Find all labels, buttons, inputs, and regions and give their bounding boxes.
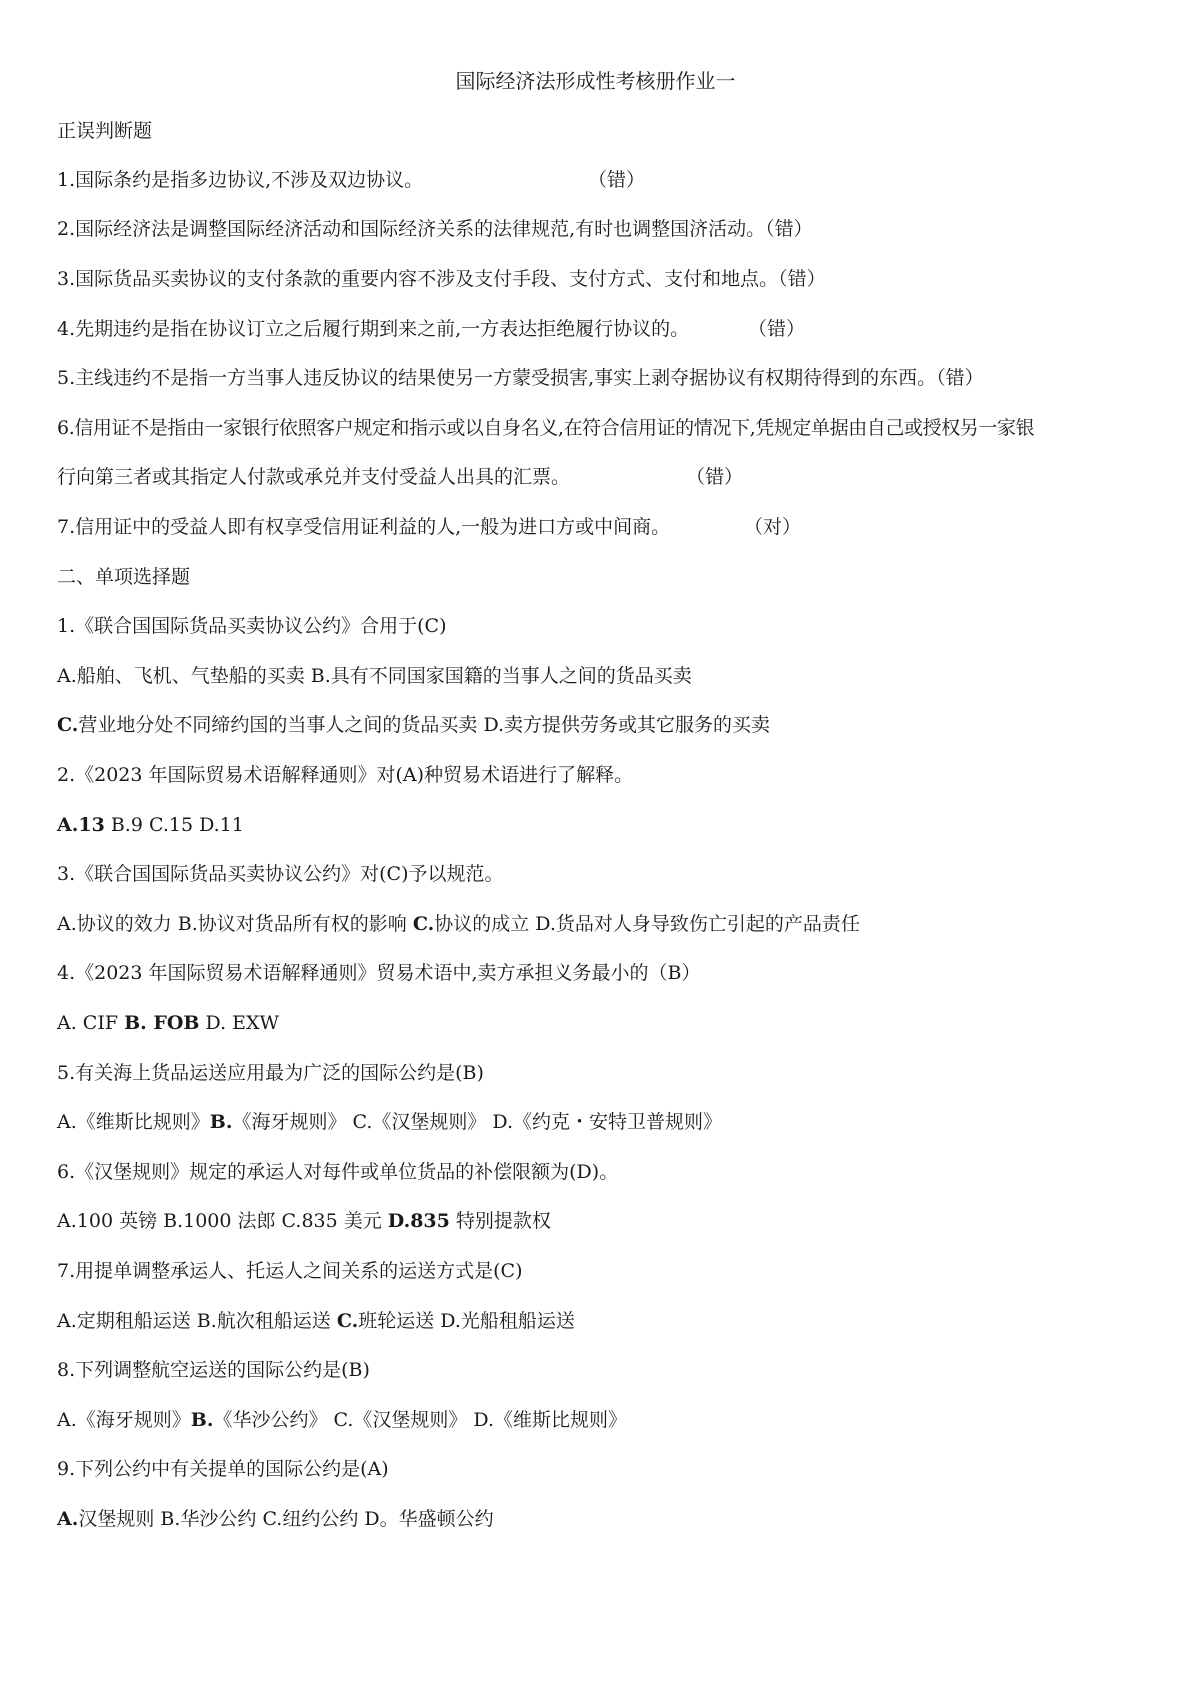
- tf-question-6-line-1: 6.信用证不是指由一家银行依照客户规定和指示或以自身名义,在符合信用证的情况下,凭规定单据由自己或授权另一家银: [57, 417, 1035, 439]
- mc-option-text: 特别提款权: [449, 1210, 551, 1232]
- mc-answer-marker: C.: [57, 714, 79, 736]
- tf-question-4: 4.先期违约是指在协议订立之后履行期到来之前,一方表达拒绝履行协议的。: [57, 318, 690, 340]
- document-title: 国际经济法形成性考核册作业一: [455, 69, 736, 93]
- mc-answer-marker: D.835: [387, 1210, 450, 1232]
- tf-question-7: 7.信用证中的受益人即有权享受信用证利益的人,一般为进口方或中间商。: [57, 516, 671, 538]
- mc-option-text: A.协议的效力 B.协议对货品所有权的影响: [57, 913, 413, 935]
- section-heading-true-false: 正误判断题: [57, 120, 153, 142]
- tf-answer-4: （错）: [748, 318, 806, 340]
- mc-answer-marker: C.: [412, 913, 435, 935]
- mc-answer-marker: A.: [57, 1508, 79, 1530]
- mc-answer-marker: B. FOB: [124, 1012, 200, 1034]
- mc-question-1-stem: 1.《联合国国际货品买卖协议公约》合用于(C): [57, 615, 447, 637]
- mc-question-7-options: [57, 1306, 575, 1336]
- tf-answer-6: （错）: [686, 466, 744, 488]
- mc-question-7-stem: 7.用提单调整承运人、托运人之间关系的运送方式是(C): [57, 1260, 523, 1282]
- mc-option-text: A.100 英镑 B.1000 法郎 C.835 美元: [57, 1210, 388, 1232]
- section-heading-single-choice: 二、单项选择题: [57, 566, 191, 588]
- mc-option-text: 协议的成立 D.货品对人身导致伤亡引起的产品责任: [434, 913, 860, 935]
- mc-option-text: B.9 C.15 D.11: [104, 814, 244, 836]
- mc-question-1-options-1: A.船舶、飞机、气垫船的买卖 B.具有不同国家国籍的当事人之间的货品买卖: [57, 665, 692, 687]
- mc-question-5-options: [57, 1107, 722, 1137]
- tf-question-3: 3.国际货品买卖协议的支付条款的重要内容不涉及支付手段、支付方式、支付和地点。（错）: [57, 268, 826, 290]
- mc-option-text: A. CIF: [57, 1012, 125, 1034]
- mc-option-text: 《华沙公约》 C.《汉堡规则》 D.《维斯比规则》: [213, 1409, 628, 1431]
- mc-option-text: A.定期租船运送 B.航次租船运送: [57, 1310, 337, 1332]
- mc-question-2-stem: 2.《2023 年国际贸易术语解释通则》对(A)种贸易术语进行了解释。: [57, 764, 634, 786]
- mc-question-8-stem: 8.下列调整航空运送的国际公约是(B): [57, 1359, 370, 1381]
- tf-question-6-line-2: 行向第三者或其指定人付款或承兑并支付受益人出具的汇票。: [57, 466, 571, 488]
- mc-answer-marker: A.13: [57, 814, 105, 836]
- mc-option-text: A.《海牙规则》: [57, 1409, 191, 1431]
- tf-question-1: 1.国际条约是指多边协议,不涉及双边协议。: [57, 169, 424, 191]
- mc-question-3-stem: 3.《联合国国际货品买卖协议公约》对(C)予以规范。: [57, 863, 504, 885]
- mc-answer-marker: B.: [190, 1409, 214, 1431]
- tf-answer-1: （错）: [588, 169, 646, 191]
- mc-question-1-options-2: [57, 710, 770, 740]
- mc-question-3-options: [57, 909, 860, 939]
- mc-answer-marker: C.: [336, 1310, 359, 1332]
- mc-question-4-options: [57, 1008, 279, 1038]
- tf-question-5: 5.主线违约不是指一方当事人违反协议的结果使另一方蒙受损害,事实上剥夺据协议有权期待得到的东西。（错）: [57, 367, 984, 389]
- mc-option-text: 《海牙规则》 C.《汉堡规则》 D.《约克・安特卫普规则》: [232, 1111, 723, 1133]
- mc-answer-marker: B.: [209, 1111, 233, 1133]
- mc-question-6-stem: 6.《汉堡规则》规定的承运人对每件或单位货品的补偿限额为(D)。: [57, 1161, 619, 1183]
- mc-question-9-stem: 9.下列公约中有关提单的国际公约是(A): [57, 1458, 389, 1480]
- mc-option-text: A.《维斯比规则》: [57, 1111, 210, 1133]
- mc-option-text: D. EXW: [199, 1012, 280, 1034]
- mc-question-5-stem: 5.有关海上货品运送应用最为广泛的国际公约是(B): [57, 1062, 484, 1084]
- mc-option-text: 营业地分处不同缔约国的当事人之间的货品买卖 D.卖方提供劳务或其它服务的买卖: [78, 714, 771, 736]
- mc-option-text: 班轮运送 D.光船租船运送: [358, 1310, 575, 1332]
- mc-option-text: 汉堡规则 B.华沙公约 C.纽约公约 D。华盛顿公约: [78, 1508, 494, 1530]
- mc-question-8-options: [57, 1405, 627, 1435]
- mc-question-2-options: [57, 810, 244, 840]
- mc-question-9-options: [57, 1504, 494, 1534]
- tf-question-2: 2.国际经济法是调整国际经济活动和国际经济关系的法律规范,有时也调整国济活动。（错）: [57, 218, 813, 240]
- mc-question-4-stem: 4.《2023 年国际贸易术语解释通则》贸易术语中,卖方承担义务最小的（B）: [57, 962, 701, 984]
- mc-question-6-options: [57, 1206, 551, 1236]
- tf-answer-7: （对）: [744, 516, 802, 538]
